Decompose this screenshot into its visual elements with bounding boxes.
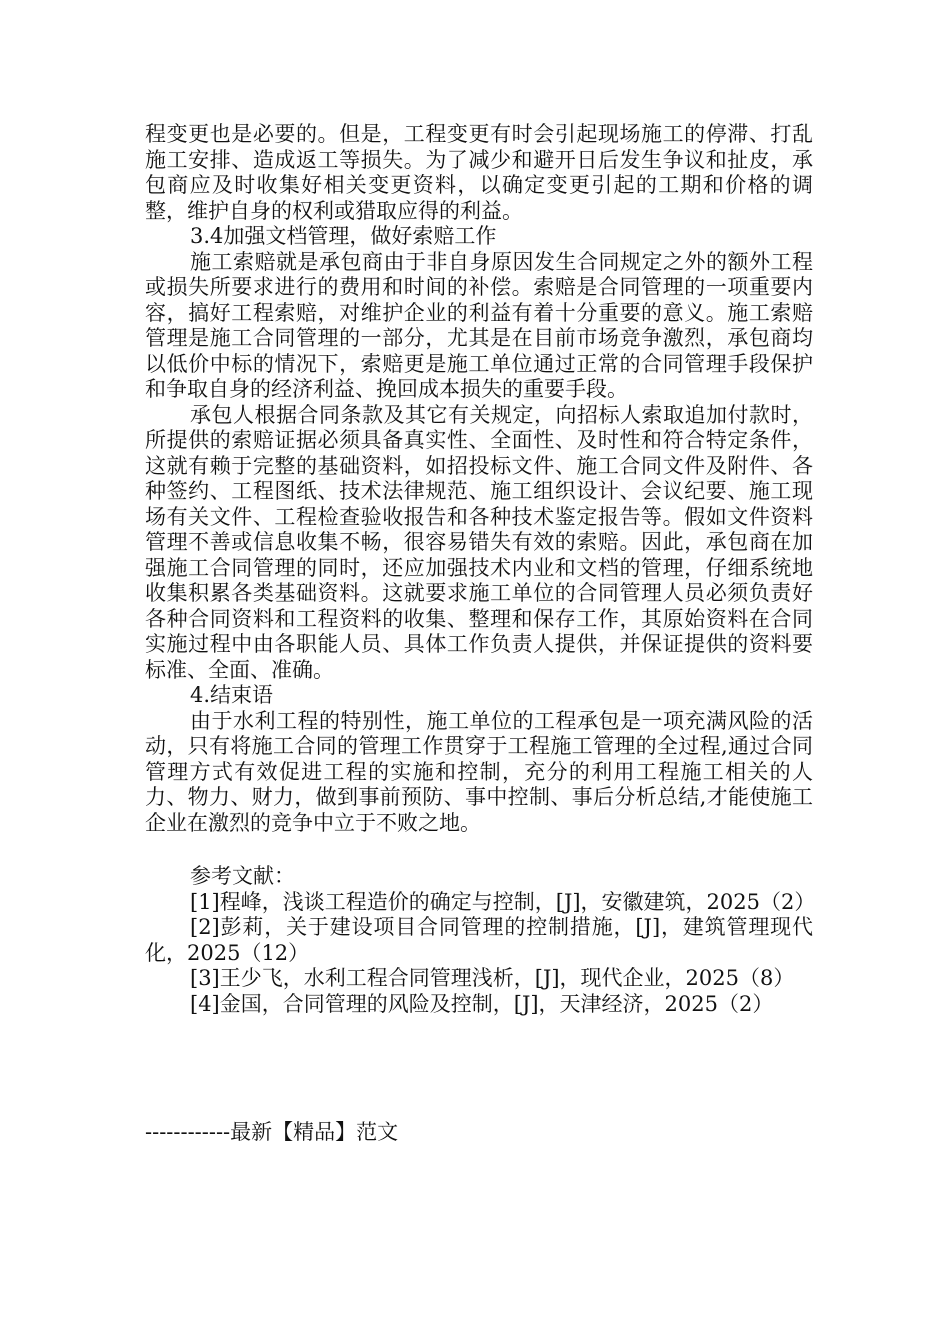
document-body [145,122,816,1017]
paragraph-change-management: 程变更也是必要的。但是，工程变更有时会引起现场施工的停滞、打乱施工安排、造成返工等损失。为了减少和避开日后发生争议和扯皮，承包商应及时收集好相关变更资料，以确定变更引起的工期和价格的调整，维护自身的权利或猎取应得的利益。 [145,122,813,223]
reference-item: [3]王少飞，水利工程合同管理浅析，[J]，现代企业，2025（8） [190,966,795,990]
paragraph-spacer [145,836,813,864]
reference-item: [2]彭莉，关于建设项目合同管理的控制措施，[J]，建筑管理现代化，2025（12） [145,915,813,965]
section-heading-4: 4.结束语 [190,683,274,707]
section-heading-3-4: 3.4加强文档管理，做好索赔工作 [190,224,497,248]
references-heading: 参考文献： [190,864,295,888]
reference-item: [1]程峰，浅谈工程造价的确定与控制，[J]，安徽建筑，2025（2） [190,889,816,914]
reference-item: [4]金国，合同管理的风险及控制，[J]，天津经济，2025（2） [190,991,774,1016]
paragraph-claims-evidence: 承包人根据合同条款及其它有关规定，向招标人索取追加付款时，所提供的索赔证据必须具备真实性、全面性、及时性和符合特定条件，这就有赖于完整的基础资料，如招投标文件、施工合同文件及附件、各种签约、工程图纸、技术法律规范、施工组织设计、会议纪要、施工现场有关文件、工程检查验收报告和各种技术鉴定报告等。假如文件资料管理不善或信息收集不畅，很容易错失有效的索赔。因此，承包商在加强施工合同管理的同时，还应加强技术内业和文档的管理，仔细系统地收集积累各类基础资料。这就要求施工单位的合同管理人员必须负责好各种合同资料和工程资料的收集、整理和保存工作，其原始资料在合同实施过程中由各职能人员、具体工作负责人提供，并保证提供的资料要标准、全面、准确。 [145,402,813,682]
footer-watermark-text: ------------最新【精品】范文 [145,1120,399,1144]
paragraph-claims-definition: 施工索赔就是承包商由于非自身原因发生合同规定之外的额外工程或损失所要求进行的费用和时间的补偿。索赔是合同管理的一项重要内容，搞好工程索赔，对维护企业的利益有着十分重要的意义。施工索赔管理是施工合同管理的一部分，尤其是在目前市场竞争激烈，承包商均以低价中标的情况下，索赔更是施工单位通过正常的合同管理手段保护和争取自身的经济利益、挽回成本损失的重要手段。 [145,249,813,401]
paragraph-conclusion: 由于水利工程的特别性，施工单位的工程承包是一项充满风险的活动，只有将施工合同的管理工作贯穿于工程施工管理的全过程,通过合同管理方式有效促进工程的实施和控制，充分的利用工程施工相关的人力、物力、财力，做到事前预防、事中控制、事后分析总结,才能使施工企业在激烈的竞争中立于不败之地。 [145,708,813,835]
